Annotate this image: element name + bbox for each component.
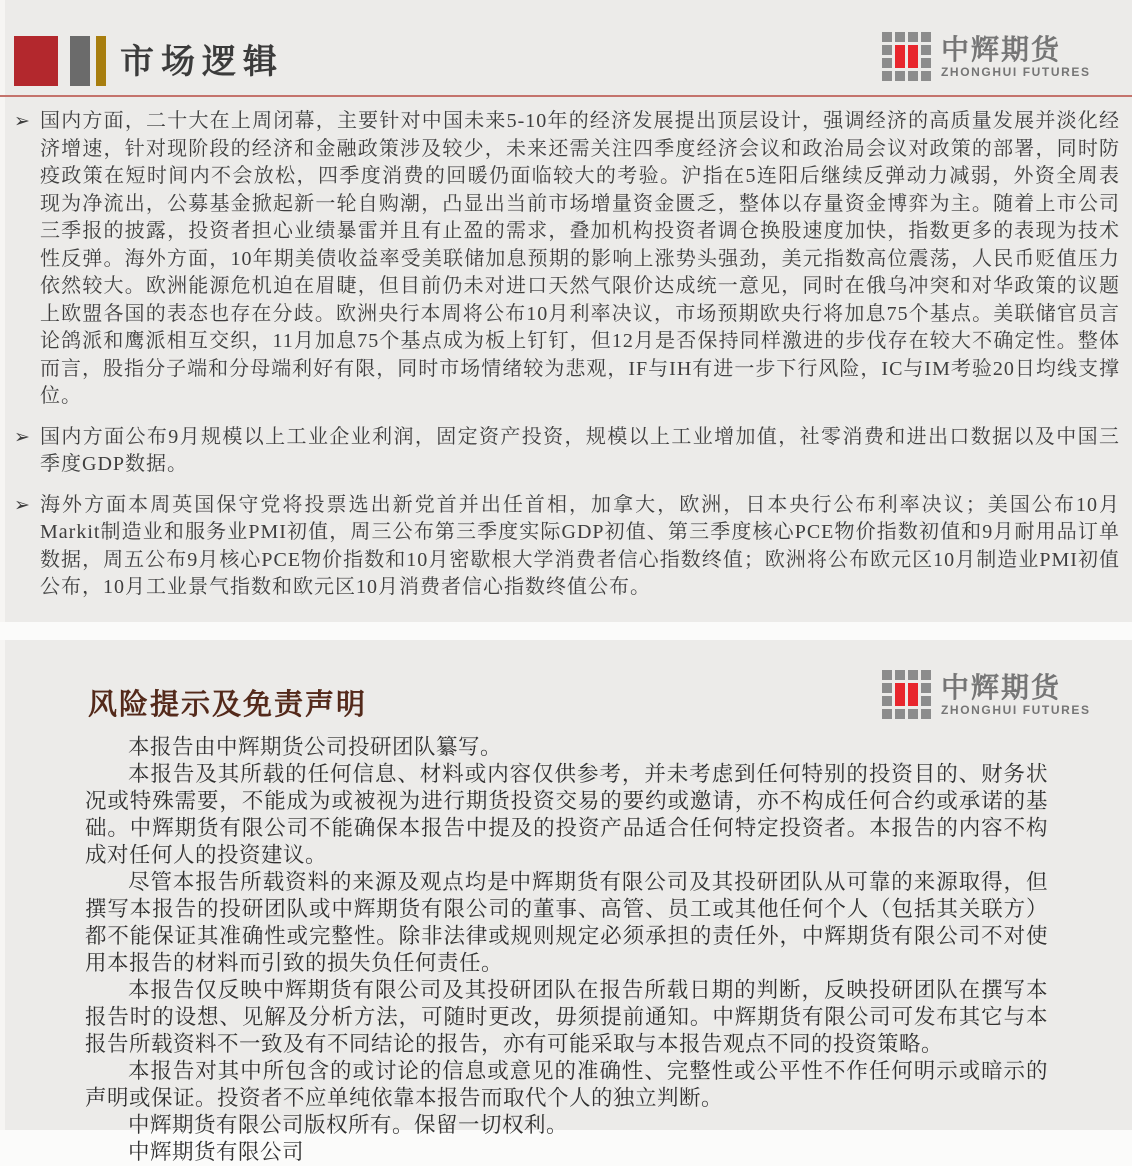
disclaimer-title: 风险提示及免责声明 bbox=[88, 689, 368, 721]
disclaimer-paragraph: 本报告由中辉期货公司投研团队纂写。 bbox=[128, 735, 503, 759]
brand-name-cn: 中辉期货 bbox=[941, 671, 1062, 703]
brand-name-en: ZHONGHUI FUTURES bbox=[941, 702, 1091, 717]
brand-logo bbox=[882, 670, 1091, 719]
disclaimer-paragraph: 本报告对其中所包含的或讨论的信息或意见的准确性、完整性或公平性不作任何明示或暗示的声明或保证。投资者不应单纯依靠本报告而取代个人的独立判断。 bbox=[85, 1059, 1048, 1110]
disclaimer-paragraph: 本报告仅反映中辉期货有限公司及其投研团队在报告所载日期的判断，反映投研团队在撰写本报告时的设想、见解及分析方法，可随时更改，毋须提前通知。中辉期货有限公司可发布其它与本报告所载资料不一致及有不同结论的报告，亦有可能采取与本报告观点不同的投资策略。 bbox=[85, 978, 1048, 1056]
bullet-item-domestic-logic bbox=[14, 108, 1120, 411]
market-logic-bullet-list bbox=[14, 108, 1120, 615]
brand-name-cn: 中辉期货 bbox=[941, 33, 1062, 65]
bullet-arrow-icon: ➢ bbox=[14, 494, 30, 516]
brand-grid-icon bbox=[882, 670, 931, 719]
brand-logo bbox=[882, 32, 1091, 81]
accent-gray-block bbox=[70, 36, 90, 86]
bullet-arrow-icon: ➢ bbox=[14, 111, 30, 132]
bullet-text: 海外方面本周英国保守党将投票选出新党首并出任首相，加拿大，欧洲，日本央行公布利率决议；美国公布10月Markit制造业和服务业PMI初值，周三公布第三季度实际GDP初值、第三季度核心PCE物价指数初值和9月耐用品订单数据，周五公布9月核心PCE物价指数和10月密歇根大学消费者信心指数终值；欧洲将公布欧元区10月制造业PMI初值公布，10月工业景气指数和欧元区10月消费者信心指数终值公布。 bbox=[40, 493, 1120, 598]
accent-red-block bbox=[14, 36, 58, 86]
bullet-item-domestic-data bbox=[14, 424, 1120, 479]
bullet-text: 国内方面公布9月规模以上工业企业利润，固定资产投资，规模以上工业增加值，社零消费和进出口数据以及中国三季度GDP数据。 bbox=[40, 425, 1120, 475]
bullet-arrow-icon: ➢ bbox=[14, 426, 30, 448]
disclaimer-paragraph-clipped: 中辉期货有限公司 bbox=[128, 1140, 305, 1164]
accent-gold-block bbox=[96, 36, 106, 86]
disclaimer-paragraph: 本报告及其所载的任何信息、材料或内容仅供参考，并未考虑到任何特别的投资目的、财务状况或特殊需要，不能成为或被视为进行期货投资交易的要约或邀请，亦不构成任何合约或承诺的基础。中辉期货有限公司不能确保本报告中提及的投资产品适合任何特定投资者。本报告的内容不构成对任何人的投资建议。 bbox=[85, 762, 1048, 867]
bullet-item-overseas-data bbox=[14, 492, 1120, 602]
header-divider bbox=[0, 95, 1132, 97]
bullet-text: 国内方面，二十大在上周闭幕，主要针对中国未来5-10年的经济发展提出顶层设计，强调经济的高质量发展并淡化经济增速，针对现阶段的经济和金融政策涉及较少，未来还需关注四季度经济会议和政治局会议对政策的部署，同时防疫政策在短时间内不会放松，四季度消费的回暖仍面临较大的考验。沪指在5连阳后继续反弹动力减弱，外资全周表现为净流出，公募基金掀起新一轮自购潮，凸显出当前市场增量资金匮乏，整体以存量资金博弈为主。随着上市公司三季报的披露，投资者担心业绩暴雷并且有止盈的需求，叠加机构投资者调仓换股速度加快，指数更多的表现为技术性反弹。海外方面，10年期美债收益率受美联储加息预期的影响上涨势头强劲，美元指数高位震荡，人民币贬值压力依然较大。欧洲能源危机迫在眉睫，但目前仍未对进口天然气限价达成统一意见，同时在俄乌冲突和对华政策的议题上欧盟各国的表态也存在分歧。欧洲央行本周将公布10月利率决议，市场预期欧央行将加息75个基点。美联储官员言论鸽派和鹰派相互交织，11月加息75个基点成为板上钉钉，但12月是否保持同样激进的步伐存在较大不确定性。整体而言，股指分子端和分母端利好有限，同时市场情绪较为悲观，IF与IH有进一步下行风险，IC与IM考验20日均线支撑位。 bbox=[40, 110, 1120, 407]
disclaimer-paragraph: 中辉期货有限公司版权所有。保留一切权利。 bbox=[128, 1113, 569, 1137]
brand-grid-icon bbox=[882, 32, 931, 81]
page-title: 市场逻辑 bbox=[120, 44, 284, 81]
disclaimer-paragraph: 尽管本报告所载资料的来源及观点均是中辉期货有限公司及其投研团队从可靠的来源取得，但撰写本报告的投研团队或中辉期货有限公司的董事、高管、员工或其他任何个人（包括其关联方）都不能保证其准确性或完整性。除非法律或规则规定必须承担的责任外，中辉期货有限公司不对使用本报告的材料而引致的损失负任何责任。 bbox=[85, 870, 1048, 975]
disclaimer-body bbox=[85, 734, 1048, 1166]
disclaimer-section bbox=[0, 640, 1132, 1164]
brand-name-en: ZHONGHUI FUTURES bbox=[941, 64, 1091, 79]
